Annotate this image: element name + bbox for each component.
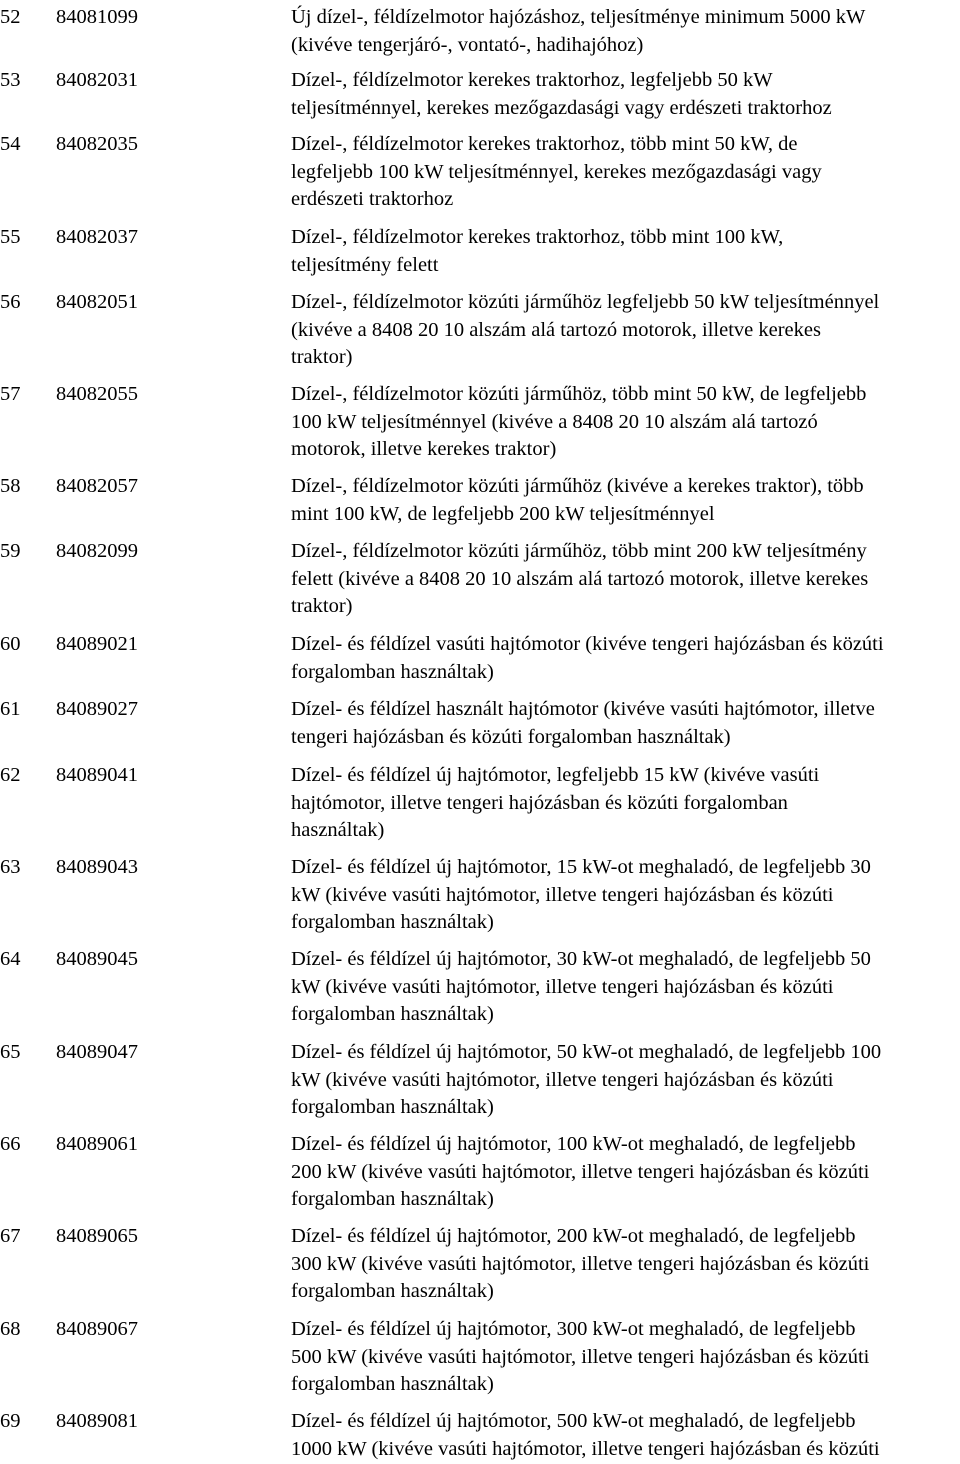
product-code: 84089043 — [56, 856, 138, 878]
description-line: Dízel- és féldízel vasúti hajtómotor (kivéve tengeri hajózásban és közúti — [291, 633, 884, 655]
row-number: 56 — [0, 291, 21, 313]
product-code: 84089065 — [56, 1225, 138, 1247]
product-description — [291, 631, 960, 686]
row-number: 61 — [0, 698, 21, 720]
product-code: 84081099 — [56, 6, 138, 28]
description-line: 200 kW (kivéve vasúti hajtómotor, illetve tengeri hajózásban és közúti — [291, 1160, 870, 1183]
product-code: 84082055 — [56, 383, 138, 405]
row-number: 62 — [0, 764, 21, 786]
product-code: 84089047 — [56, 1041, 138, 1063]
product-code: 84082035 — [56, 133, 138, 155]
product-code: 84082057 — [56, 475, 138, 497]
product-description — [291, 1408, 960, 1463]
row-number: 58 — [0, 475, 21, 497]
product-description — [291, 1316, 960, 1399]
product-description — [291, 1039, 960, 1122]
description-line: tengeri hajózásban és közúti forgalomban használtak) — [291, 725, 731, 748]
row-number: 63 — [0, 856, 21, 878]
description-line: forgalomban használtak) — [291, 1096, 494, 1118]
row-number: 55 — [0, 226, 21, 248]
description-line: 1000 kW (kivéve vasúti hajtómotor, illetve tengeri hajózásban és közúti — [291, 1437, 880, 1460]
row-number: 67 — [0, 1225, 21, 1247]
product-code: 84089081 — [56, 1410, 138, 1432]
product-description — [291, 473, 960, 528]
product-code: 84089067 — [56, 1318, 138, 1340]
description-line: (kivéve a 8408 20 10 alszám alá tartozó motorok, illetve kerekes — [291, 318, 821, 341]
description-line: kW (kivéve vasúti hajtómotor, illetve tengeri hajózásban és közúti — [291, 883, 834, 906]
row-number: 59 — [0, 540, 21, 562]
product-code: 84089021 — [56, 633, 138, 655]
description-line: Dízel- és féldízel új hajtómotor, legfeljebb 15 kW (kivéve vasúti — [291, 764, 820, 786]
description-line: Dízel- és féldízel új hajtómotor, 100 kW-ot meghaladó, de legfeljebb — [291, 1133, 856, 1155]
product-description — [291, 4, 960, 59]
row-number: 68 — [0, 1318, 21, 1340]
description-line: felett (kivéve a 8408 20 10 alszám alá tartozó motorok, illetve kerekes — [291, 567, 869, 590]
description-line: traktor) — [291, 346, 353, 368]
description-line: mint 100 kW, de legfeljebb 200 kW teljesítménnyel — [291, 502, 715, 525]
description-line: 500 kW (kivéve vasúti hajtómotor, illetve tengeri hajózásban és közúti — [291, 1345, 870, 1368]
description-line: Dízel- és féldízel új hajtómotor, 300 kW-ot meghaladó, de legfeljebb — [291, 1318, 856, 1340]
description-line: forgalomban használtak) — [291, 660, 494, 683]
description-line: Dízel-, féldízelmotor közúti járműhöz, több mint 50 kW, de legfeljebb — [291, 383, 867, 405]
description-line: Dízel-, féldízelmotor kerekes traktorhoz, több mint 50 kW, de — [291, 133, 798, 155]
product-code: 84082037 — [56, 226, 138, 248]
product-code: 84082099 — [56, 540, 138, 562]
product-description — [291, 67, 960, 122]
description-line: Dízel-, féldízelmotor kerekes traktorhoz, több mint 100 kW, — [291, 226, 784, 248]
product-description — [291, 946, 960, 1029]
description-line: Dízel-, féldízelmotor közúti járműhöz legfeljebb 50 kW teljesítménnyel — [291, 291, 880, 313]
product-description — [291, 762, 960, 845]
product-code: 84089045 — [56, 948, 138, 970]
description-line: erdészeti traktorhoz — [291, 188, 454, 210]
product-description — [291, 696, 960, 751]
product-description — [291, 538, 960, 621]
description-line: Dízel- és féldízel használt hajtómotor (kivéve vasúti hajtómotor, illetve — [291, 698, 875, 720]
description-line: kW (kivéve vasúti hajtómotor, illetve tengeri hajózásban és közúti — [291, 1068, 834, 1091]
product-description — [291, 381, 960, 464]
description-line: Dízel-, féldízelmotor kerekes traktorhoz, legfeljebb 50 kW — [291, 69, 773, 91]
description-line: (kivéve tengerjáró-, vontató-, hadihajóhoz) — [291, 33, 644, 56]
row-number: 65 — [0, 1041, 21, 1063]
product-description — [291, 854, 960, 937]
row-number: 53 — [0, 69, 21, 91]
description-line: Dízel- és féldízel új hajtómotor, 50 kW-ot meghaladó, de legfeljebb 100 — [291, 1041, 882, 1063]
description-line: Dízel-, féldízelmotor közúti járműhöz, több mint 200 kW teljesítmény — [291, 540, 867, 562]
product-description — [291, 224, 960, 279]
description-line: használtak) — [291, 819, 385, 841]
row-number: 57 — [0, 383, 21, 405]
product-description — [291, 131, 960, 214]
product-code: 84089061 — [56, 1133, 138, 1155]
description-line: 100 kW teljesítménnyel (kivéve a 8408 20 10 alszám alá tartozó — [291, 410, 818, 433]
description-line: Dízel- és féldízel új hajtómotor, 30 kW-ot meghaladó, de legfeljebb 50 — [291, 948, 871, 970]
description-line: legfeljebb 100 kW teljesítménnyel, kerekes mezőgazdasági vagy — [291, 160, 822, 183]
row-number: 69 — [0, 1410, 21, 1432]
product-description — [291, 1131, 960, 1214]
description-line: Dízel- és féldízel új hajtómotor, 500 kW-ot meghaladó, de legfeljebb — [291, 1410, 856, 1432]
row-number: 54 — [0, 133, 21, 155]
description-line: teljesítménnyel, kerekes mezőgazdasági vagy erdészeti traktorhoz — [291, 96, 832, 119]
description-line: Dízel- és féldízel új hajtómotor, 15 kW-ot meghaladó, de legfeljebb 30 — [291, 856, 871, 878]
product-code: 84082051 — [56, 291, 138, 313]
description-line: Dízel-, féldízelmotor közúti járműhöz (kivéve a kerekes traktor), több — [291, 475, 864, 497]
row-number: 66 — [0, 1133, 21, 1155]
description-line: forgalomban használtak) — [291, 1188, 494, 1210]
description-line: Új dízel-, féldízelmotor hajózáshoz, teljesítménye minimum 5000 kW — [291, 6, 866, 28]
description-line: motorok, illetve kerekes traktor) — [291, 438, 557, 460]
description-line: 300 kW (kivéve vasúti hajtómotor, illetve tengeri hajózásban és közúti — [291, 1252, 870, 1275]
row-number: 52 — [0, 6, 21, 28]
description-line: forgalomban használtak) — [291, 911, 494, 933]
product-code: 84089041 — [56, 764, 138, 786]
description-line: forgalomban használtak) — [291, 1003, 494, 1025]
description-line: traktor) — [291, 595, 353, 617]
product-code: 84082031 — [56, 69, 138, 91]
description-line: forgalomban használtak) — [291, 1373, 494, 1395]
product-description — [291, 289, 960, 372]
row-number: 64 — [0, 948, 21, 970]
description-line: kW (kivéve vasúti hajtómotor, illetve tengeri hajózásban és közúti — [291, 975, 834, 998]
description-line: Dízel- és féldízel új hajtómotor, 200 kW-ot meghaladó, de legfeljebb — [291, 1225, 856, 1247]
description-line: teljesítmény felett — [291, 253, 439, 276]
product-description — [291, 1223, 960, 1306]
description-line: hajtómotor, illetve tengeri hajózásban és közúti forgalomban — [291, 791, 788, 814]
row-number: 60 — [0, 633, 21, 655]
description-line: forgalomban használtak) — [291, 1280, 494, 1302]
product-code: 84089027 — [56, 698, 138, 720]
